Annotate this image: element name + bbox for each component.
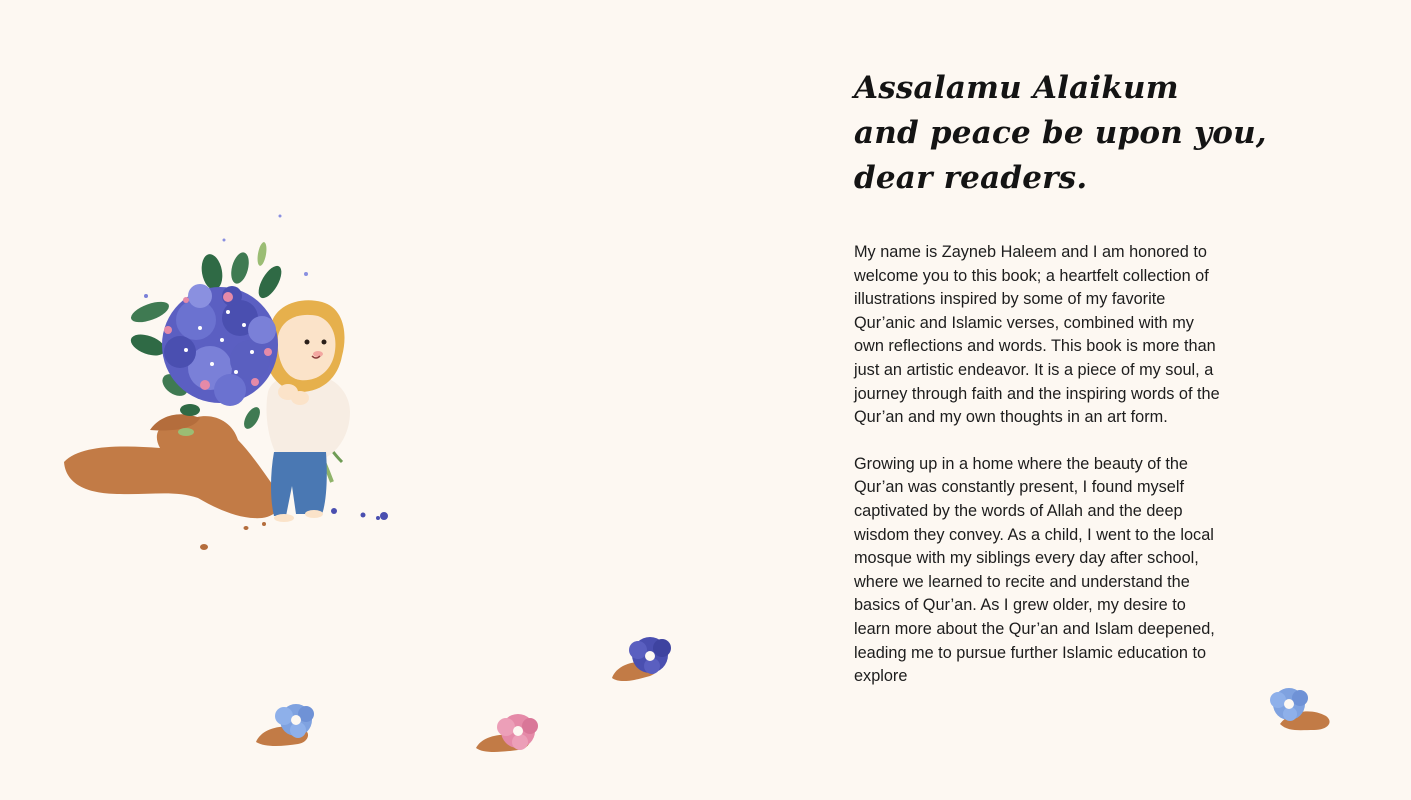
childhood-paragraph: Growing up in a home where the beauty of the Qur’an was constantly present, I found myself captivated by the words of Allah and the deep wisdom they convey. As a child, I went to the local mosque with my siblings every day after school, where we learned to recite and understand the basics of Qur’an. As I grew older, my desire to learn more about the Qur’an and Islam deepened, leading me to pursue further Islamic education to explore (854, 454, 1215, 686)
flower-icon (1270, 688, 1330, 730)
heading-line-1: Assalamu Alaikum (854, 70, 1179, 106)
text-column (854, 66, 1267, 689)
intro-paragraph: My name is Zayneb Haleem and I am honored to welcome you to this book; a heartfelt collection of illustrations inspired by some of my favorite Qur’anic and Islamic verses, combined with my own reflections and words. This book is more than just an artistic endeavor. It is a piece of my soul, a journey through faith and the inspiring words of the Qur’an and my own thoughts in an art form. (854, 243, 1220, 427)
heading-line-2: and peace be upon you, (854, 115, 1267, 151)
girl-with-flower-bouquet-icon (64, 215, 388, 551)
heading-line-3: dear readers. (854, 160, 1088, 196)
flower-icon (476, 714, 538, 752)
page-heading (854, 66, 1267, 201)
flower-icon (256, 704, 314, 746)
flower-icon (612, 637, 671, 681)
